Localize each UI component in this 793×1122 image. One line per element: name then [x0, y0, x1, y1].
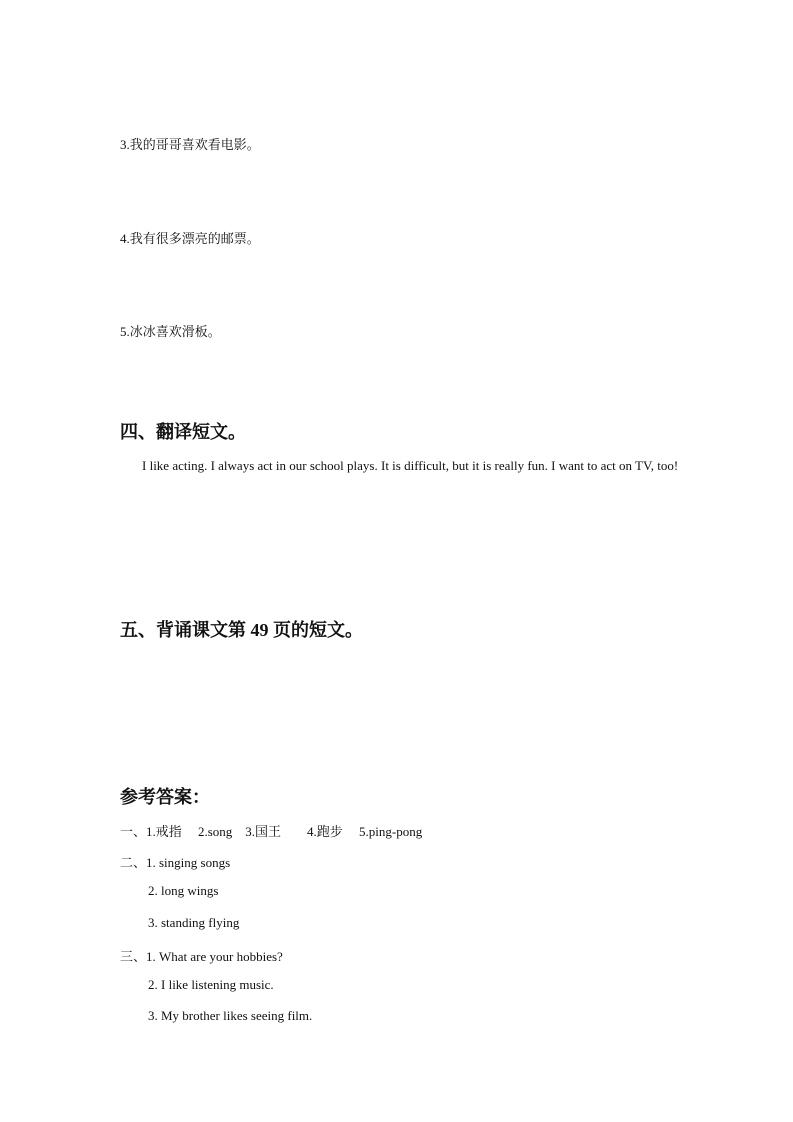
answer-part-3-item-1: 三、1. What are your hobbies? [120, 949, 283, 964]
answer-part-1: 一、1.戒指 2.song 3.国王 4.跑步 5.ping-pong [120, 824, 423, 839]
answer-part-2-item-1: 二、1. singing songs [120, 855, 231, 870]
section-4-title: 四、翻译短文。 [120, 422, 246, 442]
section-4-passage: I like acting. I always act in our school plays. It is difficult, but it is really fun. I want to act on TV, too! [142, 458, 679, 473]
section-5-title: 五、背诵课文第 49 页的短文。 [120, 620, 363, 640]
answer-part-3-item-3: 3. My brother likes seeing film. [148, 1008, 313, 1023]
question-5: 5.冰冰喜欢滑板。 [120, 324, 221, 339]
question-3: 3.我的哥哥喜欢看电影。 [120, 137, 260, 152]
answer-part-3-item-2: 2. I like listening music. [148, 977, 274, 992]
answer-part-2-item-3: 3. standing flying [148, 915, 240, 930]
answer-part-2-item-2: 2. long wings [148, 883, 219, 898]
answers-title: 参考答案： [120, 787, 210, 807]
question-4: 4.我有很多漂亮的邮票。 [120, 231, 260, 246]
